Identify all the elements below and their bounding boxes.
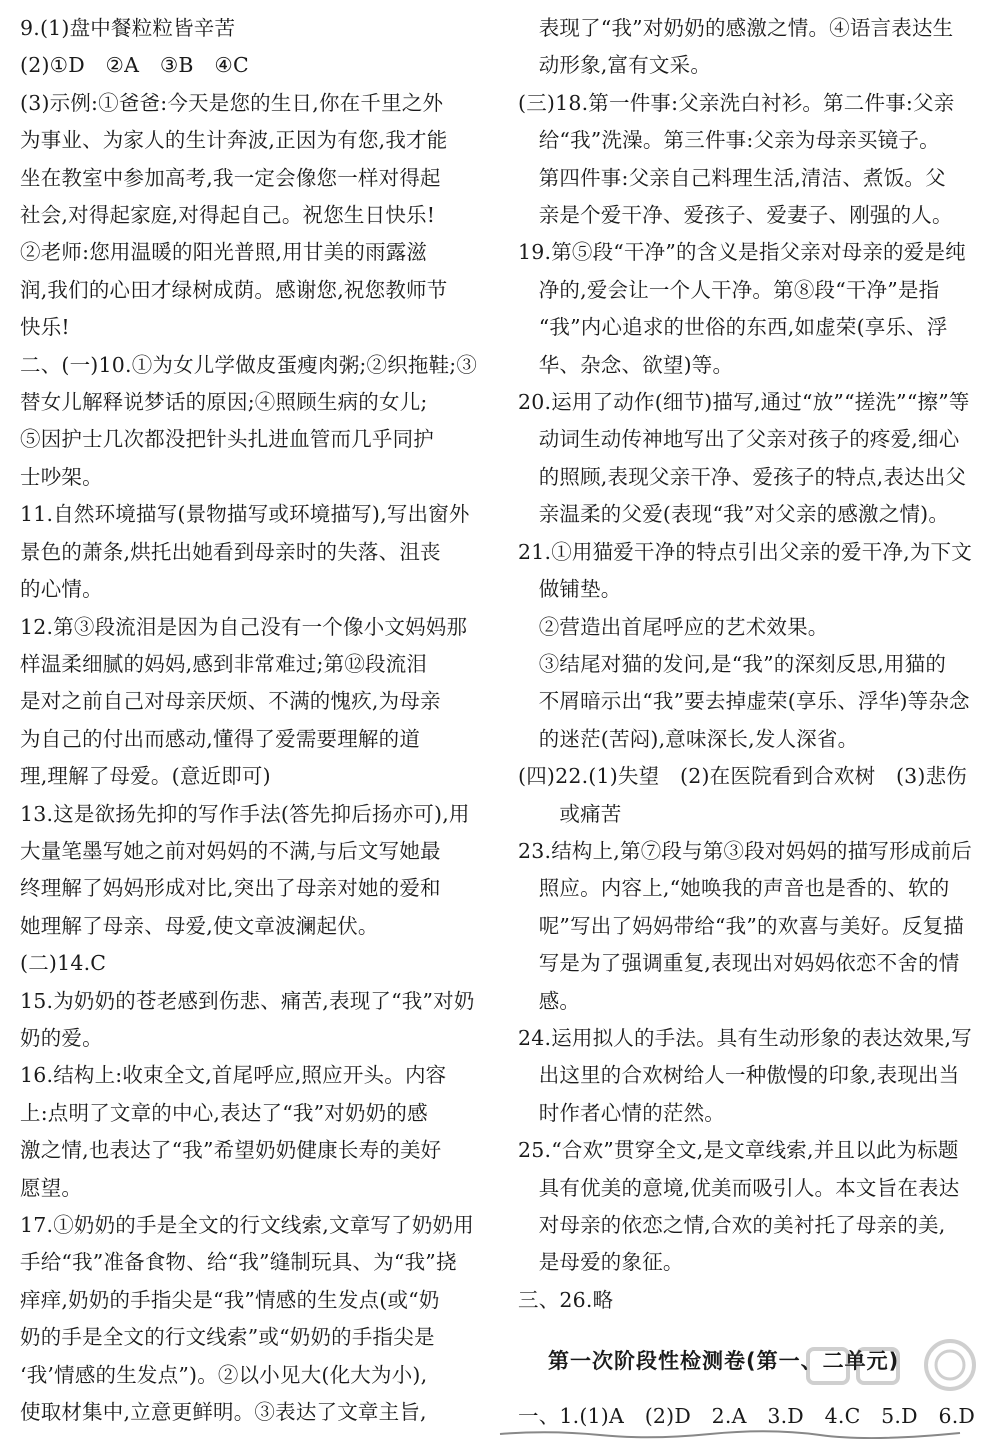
answer-right-line: 做铺垫。 (518, 577, 622, 602)
answer-left-line: 痒痒,奶奶的手指尖是“我”情感的生发点(或“奶 (20, 1287, 440, 1312)
answer-left-line: 社会,对得起家庭,对得起自己。祝您生日快乐! (20, 203, 436, 228)
answer-right-line: 净的,爱会让一个人干净。第⑧段“干净”是指 (518, 277, 940, 302)
answer-left-line: 为自己的付出而感动,懂得了爱需要理解的道 (20, 726, 421, 751)
answer-right-line: 三、26.略 (518, 1287, 614, 1312)
answer-left-line: 理,理解了母爱。(意近即可) (20, 764, 271, 789)
answer-right-line: 亲温柔的父爱(表现“我”对父亲的感激之情)。 (518, 502, 950, 527)
answer-right-line: 感。 (518, 988, 581, 1013)
answer-column-left (20, 10, 488, 1431)
answer-left-line: 是对之前自己对母亲厌烦、不满的愧疚,为母亲 (20, 689, 441, 714)
answer-left-line: 她理解了母亲、母爱,使文章波澜起伏。 (20, 913, 379, 938)
answer-left-line: 愿望。 (20, 1175, 83, 1200)
answer-right-line: 表现了“我”对奶奶的感激之情。④语言表达生 (518, 16, 954, 40)
section-heading: 第一次阶段性检测卷(第一、二单元) (548, 1349, 900, 1373)
answer-right-line: 21.①用猫爱干净的特点引出父亲的爱干净,为下文 (518, 539, 972, 564)
answer-right-line: 的照顾,表现父亲干净、爱孩子的特点,表达出父 (518, 464, 967, 489)
answer-left-line: 奶的爱。 (20, 1025, 103, 1050)
answer-left-line: (2)①D ②A ③B ④C (20, 53, 249, 78)
answer-right-line: 19.第⑤段“干净”的含义是指父亲对母亲的爱是纯 (518, 240, 966, 265)
answer-left-line: 奶的手是全文的行文线索”或“奶奶的手指尖是 (20, 1325, 435, 1350)
page-footer-smudge (490, 1428, 970, 1440)
answer-left-line: ‘我’情感的生发点”)。②以小见大(化大为小), (20, 1362, 428, 1387)
answer-left-line: 16.结构上:收束全文,首尾呼应,照应开头。内容 (20, 1063, 447, 1088)
answer-left-line: 替女儿解释说梦话的原因;④照顾生病的女儿; (20, 390, 428, 415)
answer-left-line: 士吵架。 (20, 464, 103, 489)
answer-left-line: 11.自然环境描写(景物描写或环境描写),写出窗外 (20, 502, 470, 527)
answer-right-line: 25.“合欢”贯穿全文,是文章线索,并且以此为标题 (518, 1138, 959, 1163)
answer-left-line: 12.第③段流泪是因为自己没有一个像小文妈妈那 (20, 614, 468, 639)
answer-right-line: (三)18.第一件事:父亲洗白衬衫。第二件事:父亲 (518, 90, 955, 115)
watermark-logo (800, 1335, 980, 1395)
answer-right-line: ②营造出首尾呼应的艺术效果。 (518, 614, 829, 639)
answer-left-line: 景色的萧条,烘托出她看到母亲时的失落、沮丧 (20, 539, 441, 564)
answer-right-line: 华、杂念、欲望)等。 (518, 352, 734, 377)
answer-right-line: 亲是个爱干净、爱孩子、爱妻子、刚强的人。 (518, 203, 953, 228)
answer-left-line: 手给“我”准备食物、给“我”缝制玩具、为“我”挠 (20, 1250, 457, 1275)
answer-right-line: 对母亲的依恋之情,合欢的美衬托了母亲的美, (518, 1213, 946, 1237)
answer-right-line: 照应。内容上,“她唤我的声音也是香的、软的 (518, 876, 950, 901)
answer-left-line: ②老师:您用温暖的阳光普照,用甘美的雨露滋 (20, 240, 428, 265)
answer-left-line: 坐在教室中参加高考,我一定会像您一样对得起 (20, 165, 441, 190)
answer-left-line: 润,我们的心田才绿树成荫。感谢您,祝您教师节 (20, 277, 448, 302)
answer-left-line: (二)14.C (20, 951, 107, 976)
answer-right-line: 的迷茫(苦闷),意味深长,发人深省。 (518, 726, 859, 751)
answer-right-line: 23.结构上,第⑦段与第③段对妈妈的描写形成前后 (518, 838, 972, 863)
answer-right-line: 20.运用了动作(细节)描写,通过“放”“搓洗”“擦”等 (518, 390, 970, 415)
answer-right-line: 第四件事:父亲自己料理生活,清洁、煮饭。父 (518, 165, 946, 190)
answer-right-line: 24.运用拟人的手法。具有生动形象的表达效果,写 (518, 1025, 972, 1050)
answer-line-final: 一、1.(1)A (2)D 2.A 3.D 4.C 5.D 6.D (518, 1404, 976, 1428)
answer-left-line: 快乐! (20, 315, 70, 340)
answer-column-right (518, 10, 982, 1319)
answer-right-line: “我”内心追求的世俗的东西,如虚荣(享乐、浮 (518, 315, 948, 340)
answer-left-line: 样温柔细腻的妈妈,感到非常难过;第⑫段流泪 (20, 651, 428, 676)
answer-left-line: 17.①奶奶的手是全文的行文线索,文章写了奶奶用 (20, 1213, 474, 1237)
answer-left-line: ⑤因护士几次都没把针头扎进血管而几乎同护 (20, 427, 434, 452)
answer-right-line: ③结尾对猫的发问,是“我”的深刻反思,用猫的 (518, 651, 947, 676)
answer-left-line: 的心情。 (20, 577, 103, 602)
answer-left-line: 13.这是欲扬先抑的写作手法(答先抑后扬亦可),用 (20, 801, 470, 826)
answer-right-line: 给“我”洗澡。第三件事:父亲为母亲买镜子。 (518, 128, 940, 153)
answer-left-line: 二、(一)10.①为女儿学做皮蛋瘦肉粥;②织拖鞋;③ (20, 352, 478, 377)
answer-right-line: 呢”写出了妈妈带给“我”的欢喜与美好。反复描 (518, 913, 965, 938)
answer-right-line: 动形象,富有文采。 (518, 53, 712, 78)
answer-right-line: (四)22.(1)失望 (2)在医院看到合欢树 (3)悲伤 (518, 764, 968, 789)
answer-left-line: 大量笔墨写她之前对妈妈的不满,与后文写她最 (20, 838, 441, 863)
answer-left-line: 使取材集中,立意更鲜明。③表达了文章主旨, (20, 1400, 427, 1425)
answer-left-line: 9.(1)盘中餐粒粒皆辛苦 (20, 16, 236, 40)
answer-right-line: 动词生动传神地写出了父亲对孩子的疼爱,细心 (518, 427, 960, 452)
answer-left-line: 激之情,也表达了“我”希望奶奶健康长寿的美好 (20, 1138, 442, 1163)
answer-right-line: 出这里的合欢树给人一种傲慢的印象,表现出当 (518, 1063, 960, 1088)
answer-left-line: 上:点明了文章的中心,表达了“我”对奶奶的感 (20, 1100, 428, 1125)
answer-left-line: 为事业、为家人的生计奔波,正因为有您,我才能 (20, 128, 448, 153)
answer-left-line: 15.为奶奶的苍老感到伤悲、痛苦,表现了“我”对奶 (20, 988, 475, 1013)
answer-left-line: 终理解了妈妈形成对比,突出了母亲对她的爱和 (20, 876, 441, 901)
answer-left-line: (3)示例:①爸爸:今天是您的生日,你在千里之外 (20, 90, 444, 115)
answer-right-line: 不屑暗示出“我”要去掉虚荣(享乐、浮华)等杂念 (518, 689, 970, 714)
answer-right-line: 写是为了强调重复,表现出对妈妈依恋不舍的情 (518, 951, 960, 976)
answer-right-line: 或痛苦 (518, 801, 622, 826)
answer-right-line: 时作者心情的茫然。 (518, 1100, 725, 1125)
answer-right-line: 具有优美的意境,优美而吸引人。本文旨在表达 (518, 1175, 960, 1200)
answer-right-line: 是母爱的象征。 (518, 1250, 684, 1275)
